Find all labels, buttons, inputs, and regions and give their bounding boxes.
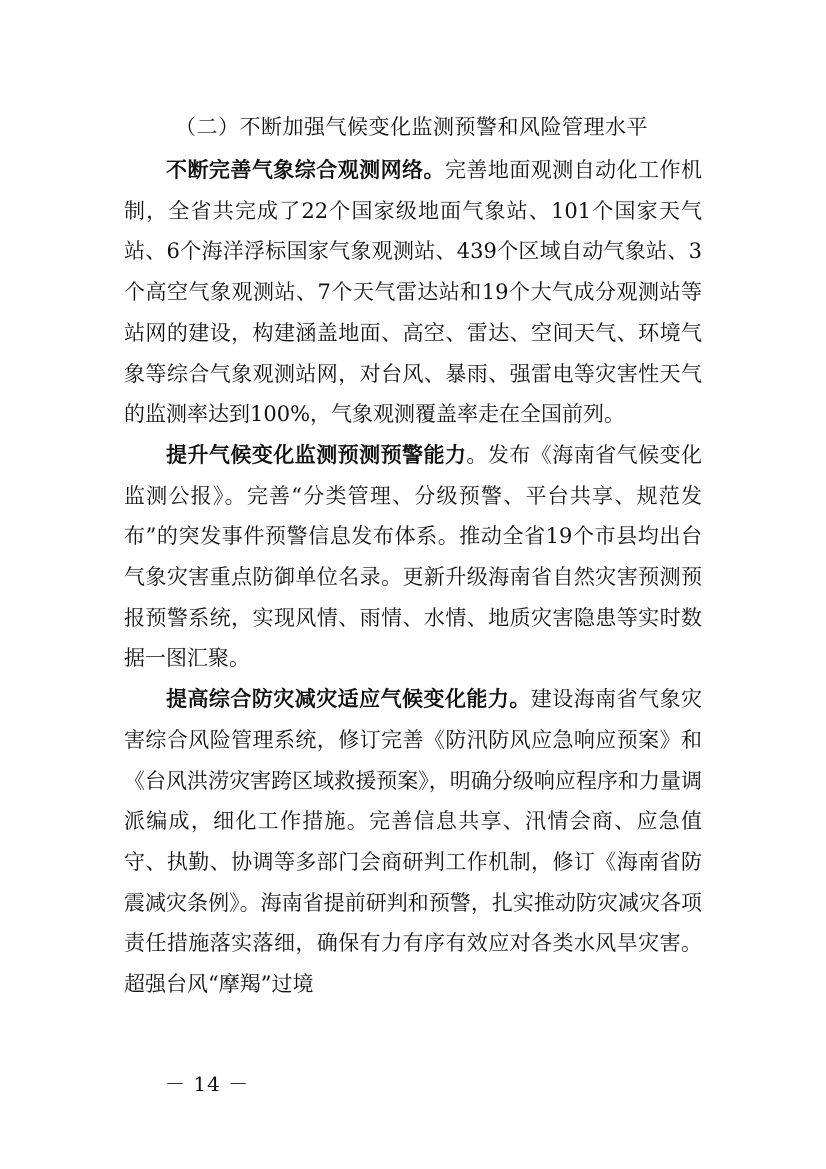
body-text — [124, 150, 702, 1005]
paragraph-lead: 提升气候变化监测预测预警能力 — [166, 442, 467, 467]
paragraph-observation-network — [124, 150, 702, 435]
paragraph-lead: 不断完善气象综合观测网络。 — [166, 158, 445, 182]
paragraph-monitoring-warning — [124, 435, 702, 679]
paragraph-text: 建设海南省气象灾害综合风险管理系统，修订完善《防汛防风应急响应预案》和《台风洪涝灾害跨区域救援预案》，明确分级响应程序和力量调派编成，细化工作措施。完善信息共享、汛情会商、应急值守、执勤、协调等多部门会商研判工作机制，修订《海南省防震减灾条例》。海南省提前研判和预警，扎实推动防灾减灾各项责任措施落实落细，确保有力有序有效应对各类水风旱灾害。超强台风“摩羯”过境 — [124, 687, 703, 997]
paragraph-text: 完善地面观测自动化工作机制，全省共完成了22个国家级地面气象站、101个国家天气站、6个海洋浮标国家气象观测站、439个区域自动气象站、3个高空气象观测站、7个天气雷达站和19个大气成分观测站等站网的建设，构建涵盖地面、高空、雷达、空间天气、环境气象等综合气象观测站网，对台风、暴雨、强雷电等灾害性天气的监测率达到100%，气象观测覆盖率走在全国前列。 — [124, 158, 703, 427]
section-heading: （二）不断加强气候变化监测预警和风险管理水平 — [175, 115, 648, 139]
paragraph-disaster-reduction — [124, 679, 702, 1005]
paragraph-lead: 提高综合防灾减灾适应气候变化能力。 — [166, 687, 531, 712]
paragraph-text: 。发布《海南省气候变化监测公报》。完善“分类管理、分级预警、平台共享、规范发布”的突发事件预警信息发布体系。推动全省19个市县均出台气象灾害重点防御单位名录。更新升级海南省自然灾害预测预报预警系统，实现风情、雨情、水情、地质灾害隐患等实时数据一图汇聚。 — [124, 442, 703, 671]
page-number: － 14 － — [165, 1072, 250, 1096]
